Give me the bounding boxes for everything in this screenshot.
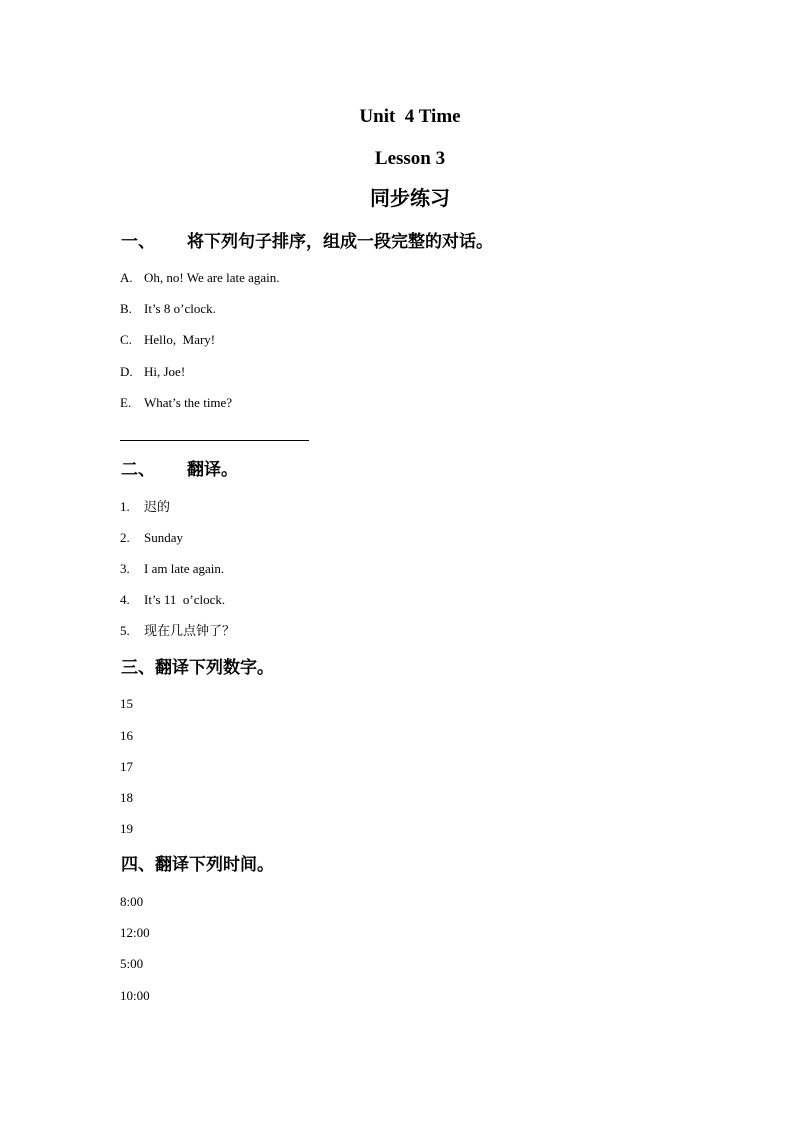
exercise-subtitle: 同步练习: [370, 188, 450, 210]
number-item: 15: [120, 696, 133, 711]
list-item: [120, 560, 224, 578]
item-text: Sunday: [144, 530, 183, 545]
item-marker: C.: [120, 332, 132, 347]
item-marker: 1.: [120, 499, 130, 514]
list-item: [120, 363, 185, 381]
list-item: [120, 529, 183, 547]
section4-heading: 四、翻译下列时间。: [121, 855, 274, 874]
number-item: 19: [120, 821, 133, 836]
item-text: Oh, no! We are late again.: [144, 270, 280, 285]
section2-heading: [121, 459, 238, 481]
number-item: 17: [120, 759, 133, 774]
section2-number: 二、: [121, 460, 155, 479]
time-item: 12:00: [120, 925, 150, 940]
list-item: [120, 300, 216, 318]
number-item: 16: [120, 728, 133, 743]
list-item: [120, 498, 170, 516]
item-text: It’s 11 o’clock.: [144, 592, 226, 607]
section2-instruction: 翻译。: [187, 460, 238, 479]
list-item: [120, 331, 215, 349]
section1-heading: [121, 231, 493, 253]
unit-title: Unit 4 Time: [359, 106, 461, 127]
lesson-title: Lesson 3: [374, 148, 446, 169]
time-item: 10:00: [120, 988, 150, 1003]
item-marker: 2.: [120, 530, 130, 545]
item-text: 现在几点钟了？: [144, 623, 236, 638]
item-text: Hello, Mary!: [144, 332, 216, 347]
number-item: 18: [120, 790, 133, 805]
item-marker: E.: [120, 395, 132, 410]
item-text: Hi, Joe!: [144, 364, 186, 379]
item-marker: D.: [120, 364, 133, 379]
item-marker: B.: [120, 301, 132, 316]
item-marker: 5.: [120, 623, 130, 638]
item-marker: A.: [120, 270, 133, 285]
section1-instruction: 将下列句子排序，组成一段完整的对话。: [187, 232, 493, 251]
section1-number: 一、: [121, 232, 155, 251]
list-item: [120, 394, 232, 412]
time-item: 8:00: [120, 894, 144, 909]
list-item: [120, 269, 280, 287]
item-text: It’s 8 o’clock.: [144, 301, 216, 316]
item-text: What’s the time?: [144, 395, 233, 410]
item-marker: 4.: [120, 592, 130, 607]
time-item: 5:00: [120, 956, 144, 971]
list-item: [120, 622, 235, 640]
item-text: 迟的: [144, 499, 171, 514]
item-text: I am late again.: [144, 561, 225, 576]
answer-line: [120, 440, 309, 441]
section3-heading: 三、翻译下列数字。: [121, 658, 274, 677]
item-marker: 3.: [120, 561, 130, 576]
list-item: [120, 591, 225, 609]
